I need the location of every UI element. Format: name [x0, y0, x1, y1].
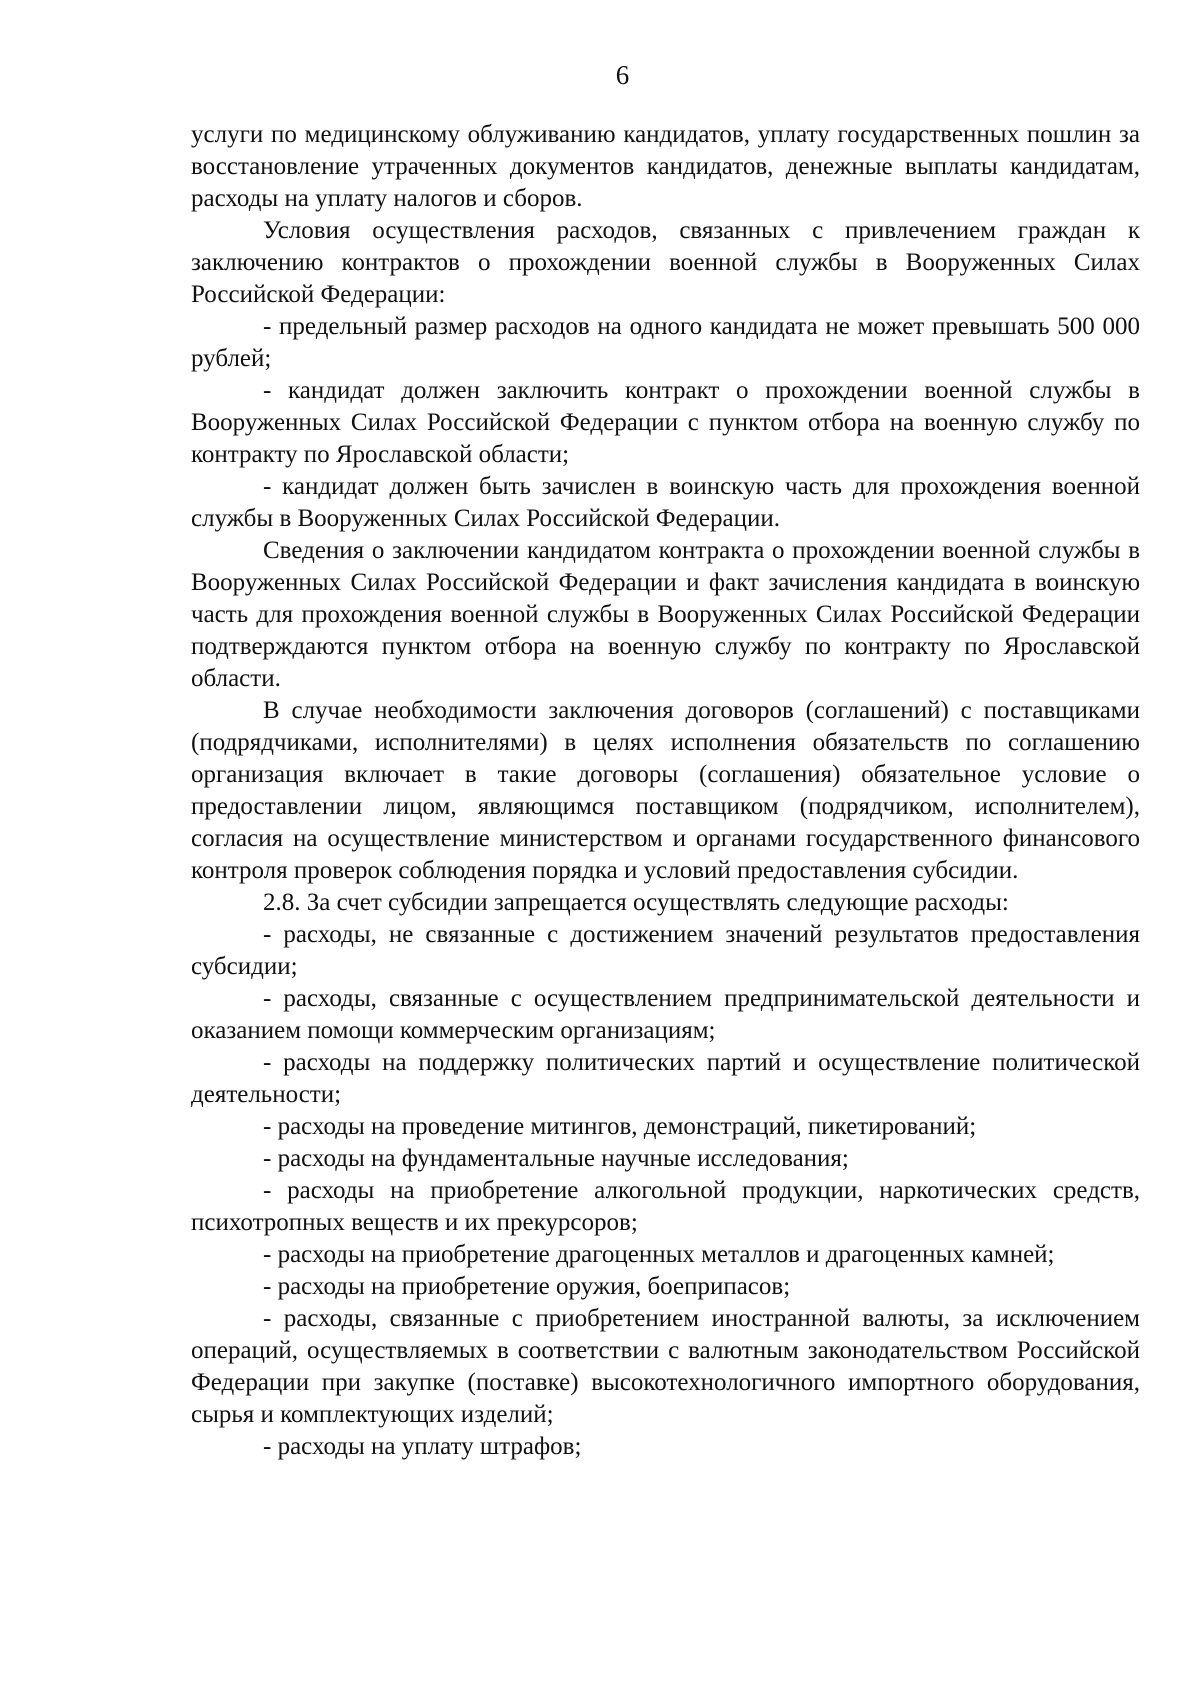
paragraph: - расходы на проведение митингов, демонстраций, пикетирований; [263, 1113, 977, 1140]
paragraph: - расходы, не связанные с достижением значений результатов предоставления субсидии; [191, 921, 1140, 980]
paragraph: Сведения о заключении кандидатом контракта о прохождении военной службы в Вооруженных Силах Российской Федерации и факт зачисления кандидата в воинскую часть для прохождения военной службы в Вооруженных Силах Российской Федерации подтверждаются пунктом отбора на военную службу по контракту по Ярославской области. [191, 537, 1140, 692]
paragraph: В случае необходимости заключения договоров (соглашений) с поставщиками (подрядчиками, исполнителями) в целях исполнения обязательств по соглашению организация включает в такие договоры (соглашения) обязательное условие о предоставлении лицом, являющимся поставщиком (подрядчиком, исполнителем), согласия на осуществление министерством и органами государственного финансового контроля проверок соблюдения порядка и условий предоставления субсидии. [191, 697, 1140, 884]
paragraph: - кандидат должен заключить контракт о прохождении военной службы в Вооруженных Силах Российской Федерации с пунктом отбора на военную службу по контракту по Ярославской области; [191, 377, 1140, 468]
paragraph: - расходы на приобретение драгоценных металлов и драгоценных камней; [263, 1241, 1055, 1268]
page-number: 6 [615, 60, 630, 90]
paragraph: - кандидат должен быть зачислен в воинскую часть для прохождения военной службы в Вооруженных Силах Российской Федерации. [191, 473, 1140, 532]
paragraph: - расходы на приобретение оружия, боеприпасов; [263, 1273, 791, 1300]
paragraph: - расходы на фундаментальные научные исследования; [263, 1145, 849, 1172]
paragraph: - расходы на поддержку политических партий и осуществление политической деятельности; [191, 1049, 1140, 1108]
paragraph: - расходы на уплату штрафов; [263, 1433, 582, 1460]
paragraph: - расходы на приобретение алкогольной продукции, наркотических средств, психотропных веществ и их прекурсоров; [191, 1177, 1140, 1236]
paragraph: Условия осуществления расходов, связанных с привлечением граждан к заключению контрактов о прохождении военной службы в Вооруженных Силах Российской Федерации: [191, 217, 1140, 308]
document-body [191, 119, 1140, 1463]
paragraph: услуги по медицинскому облуживанию кандидатов, уплату государственных пошлин за восстановление утраченных документов кандидатов, денежные выплаты кандидатам, расходы на уплату налогов и сборов. [191, 121, 1140, 212]
paragraph: - предельный размер расходов на одного кандидата не может превышать 500 000 рублей; [191, 313, 1140, 372]
paragraph: - расходы, связанные с приобретением иностранной валюты, за исключением операций, осуществляемых в соответствии с валютным законодательством Российской Федерации при закупке (поставке) высокотехнологичного импортного оборудования, сырья и комплектующих изделий; [191, 1305, 1140, 1428]
paragraph: - расходы, связанные с осуществлением предпринимательской деятельности и оказанием помощи коммерческим организациям; [191, 985, 1140, 1044]
paragraph: 2.8. За счет субсидии запрещается осуществлять следующие расходы: [263, 889, 1009, 916]
